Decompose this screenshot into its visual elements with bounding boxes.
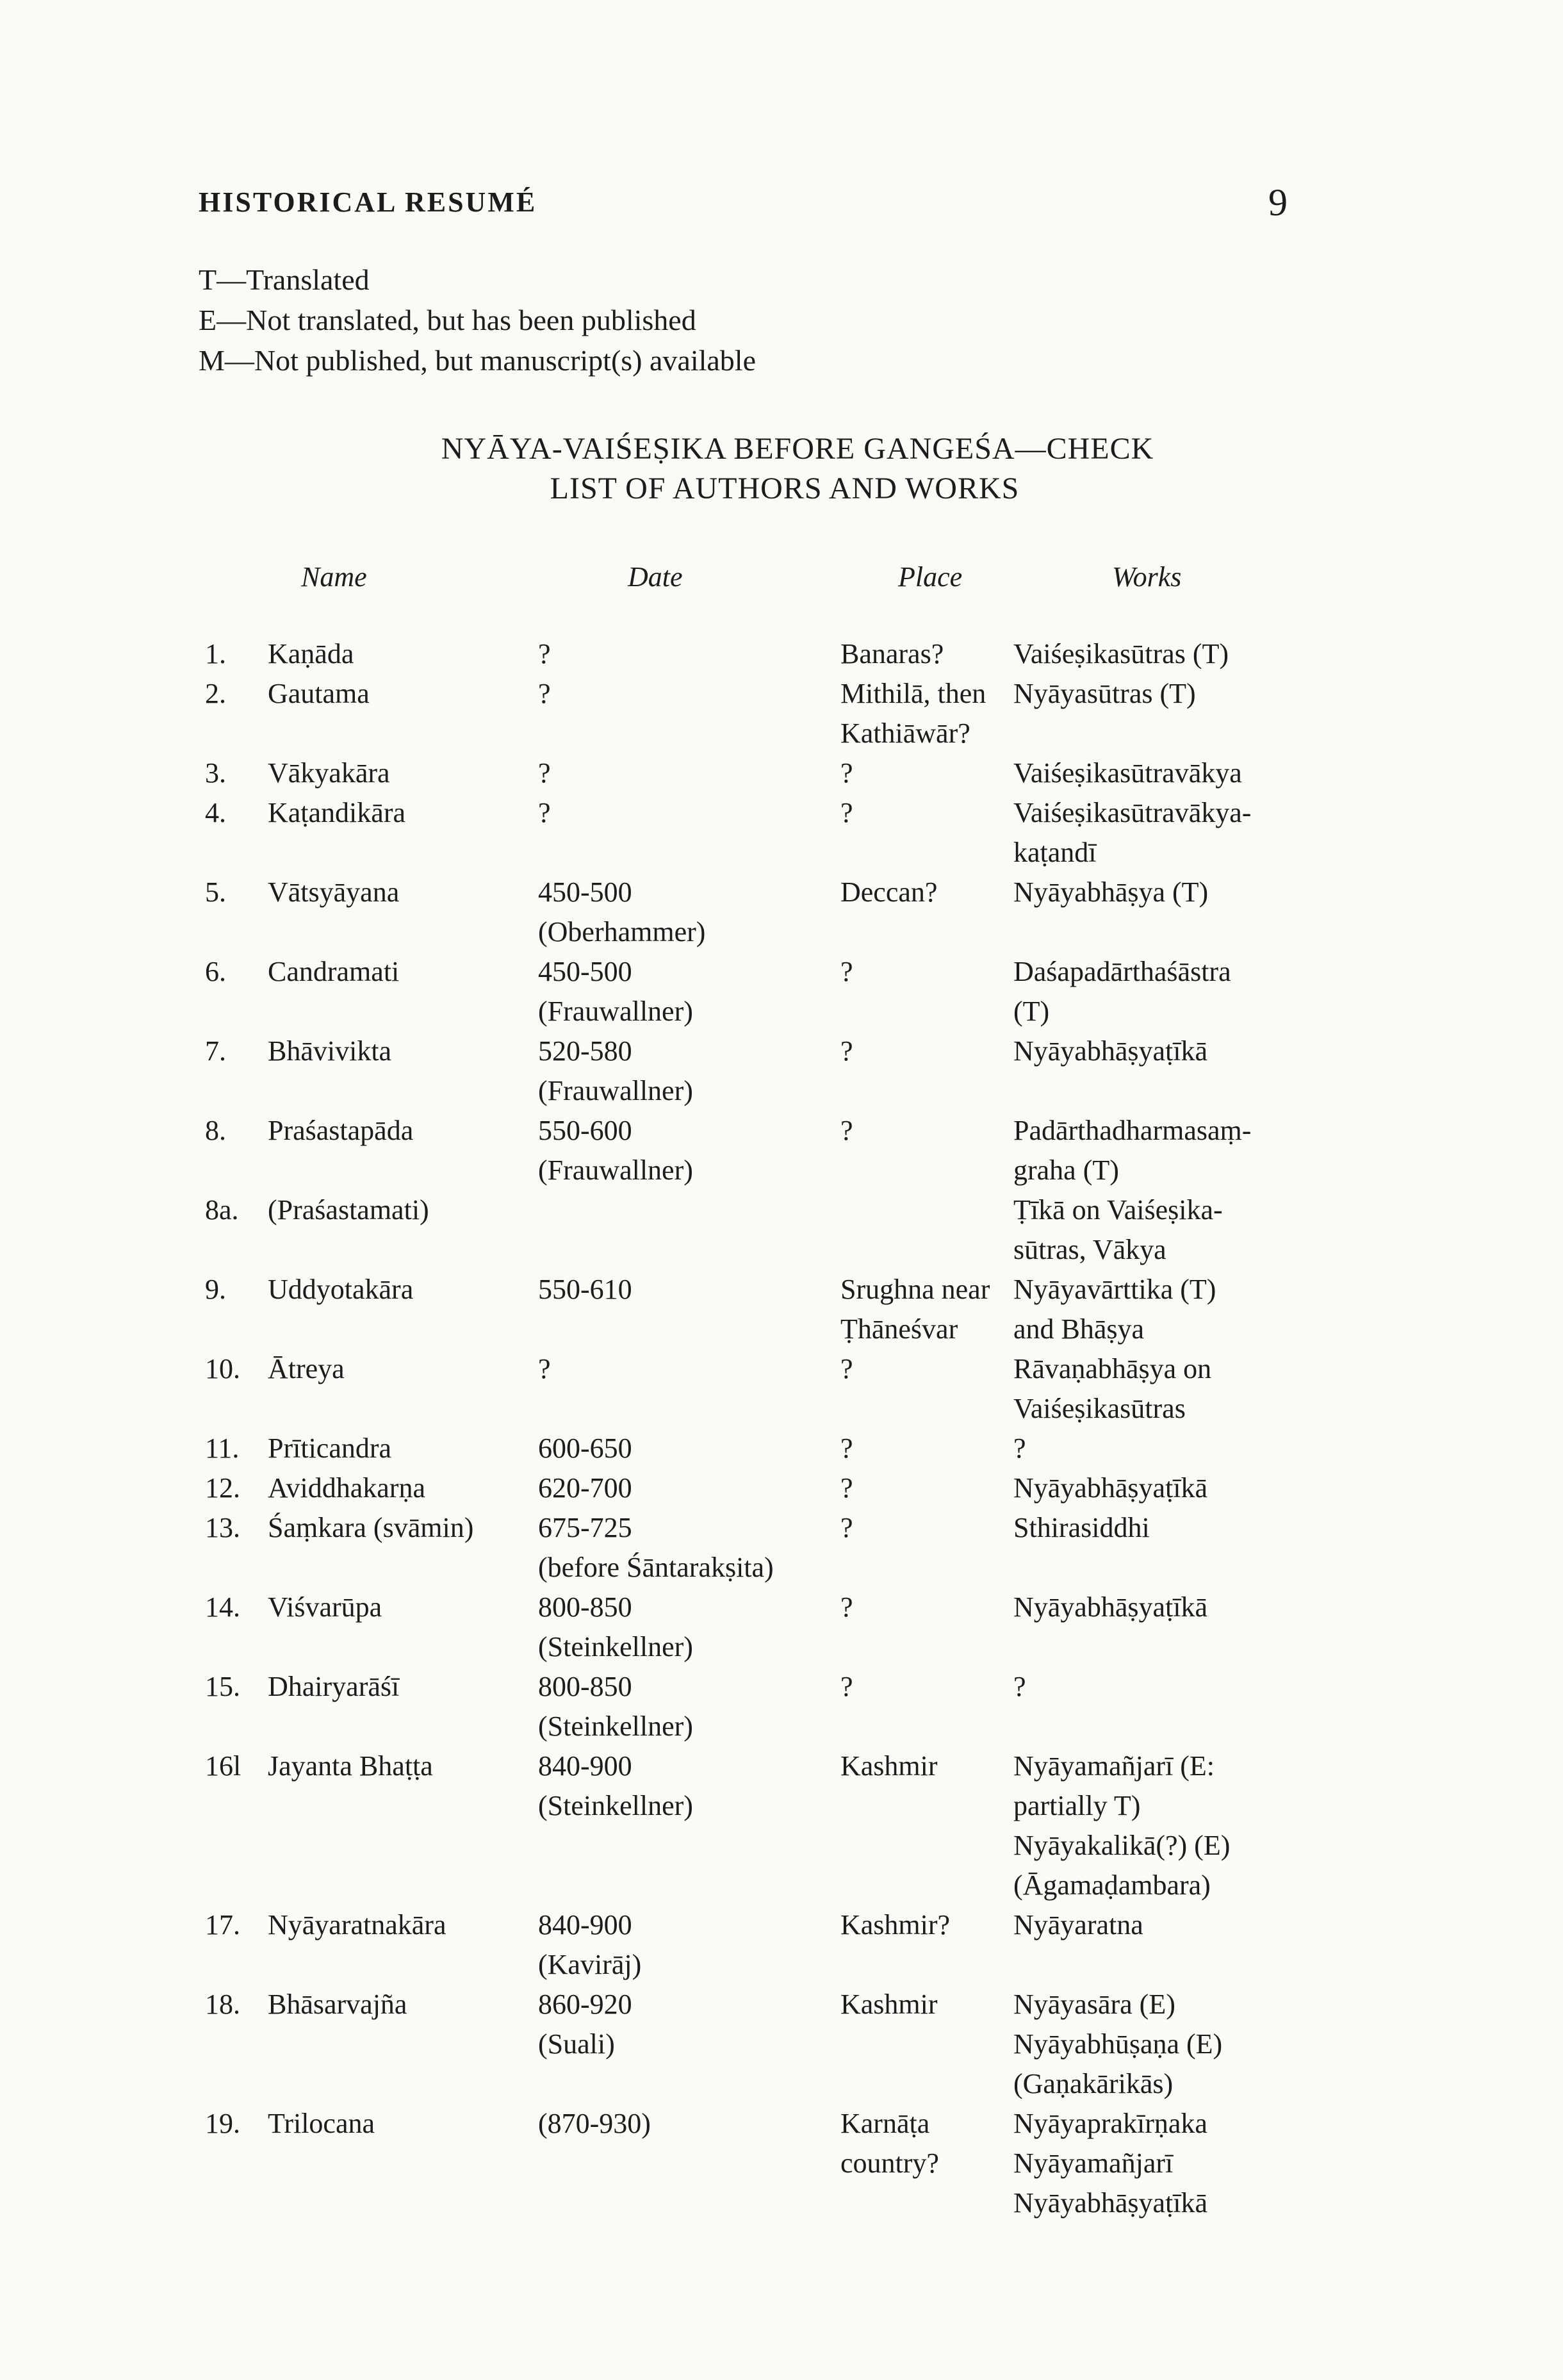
place-line: ? bbox=[840, 1432, 853, 1464]
works-line: Nyāyaratna bbox=[1013, 1909, 1143, 1941]
author-name: Uddyotakāra bbox=[268, 1274, 414, 1305]
place-cell bbox=[840, 1111, 853, 1151]
works-cell bbox=[1013, 1190, 1223, 1270]
works-line: Nyāyasāra (E) bbox=[1013, 1989, 1175, 2020]
place-line: Srughna near bbox=[840, 1274, 990, 1305]
date-line: 550-610 bbox=[538, 1274, 632, 1305]
table-row bbox=[205, 1985, 1307, 2104]
date-cell bbox=[538, 952, 693, 1031]
row-number: 7. bbox=[205, 1035, 226, 1067]
works-cell bbox=[1013, 753, 1242, 793]
date-line: 840-900 bbox=[538, 1909, 632, 1941]
author-name: Kaṭandikāra bbox=[268, 797, 405, 828]
row-number: 8. bbox=[205, 1115, 226, 1146]
author-name: Praśastapāda bbox=[268, 1115, 414, 1146]
place-cell bbox=[840, 1588, 853, 1627]
place-cell bbox=[840, 634, 944, 674]
works-cell bbox=[1013, 1508, 1150, 1548]
place-line: Banaras? bbox=[840, 638, 944, 669]
table-row bbox=[205, 1588, 1307, 1667]
table-title-line-2: LIST OF AUTHORS AND WORKS bbox=[550, 472, 1020, 505]
date-cell bbox=[538, 1588, 693, 1667]
place-cell bbox=[840, 674, 986, 753]
table-row bbox=[205, 1667, 1307, 1746]
place-cell bbox=[840, 1031, 853, 1071]
works-line: Rāvaṇabhāṣya on bbox=[1013, 1353, 1212, 1384]
works-cell bbox=[1013, 1985, 1222, 2104]
date-line: 860-920 bbox=[538, 1989, 632, 2020]
works-cell bbox=[1013, 1349, 1211, 1429]
works-line: Nyāyabhāṣya (T) bbox=[1013, 876, 1209, 908]
works-line: Nyāyasūtras (T) bbox=[1013, 678, 1196, 709]
date-line: 800-850 bbox=[538, 1591, 632, 1623]
date-cell bbox=[538, 1508, 774, 1588]
date-line: 450-500 bbox=[538, 876, 632, 908]
date-line: ? bbox=[538, 678, 551, 709]
works-cell bbox=[1013, 793, 1251, 873]
column-header-date: Date bbox=[628, 561, 683, 593]
works-line: graha (T) bbox=[1013, 1154, 1119, 1186]
place-line: Karnāṭa bbox=[840, 2108, 930, 2139]
row-number: 8a. bbox=[205, 1194, 239, 1226]
author-name: Prīticandra bbox=[268, 1432, 392, 1464]
place-cell bbox=[840, 1508, 853, 1548]
place-cell bbox=[840, 793, 853, 833]
row-number: 5. bbox=[205, 876, 226, 908]
date-cell bbox=[538, 1985, 632, 2064]
author-name: (Praśastamati) bbox=[268, 1194, 429, 1226]
place-line: Kathiāwār? bbox=[840, 718, 970, 749]
works-cell bbox=[1013, 1746, 1230, 1905]
works-cell bbox=[1013, 1905, 1143, 1945]
row-number: 4. bbox=[205, 797, 226, 828]
date-line: ? bbox=[538, 757, 551, 789]
date-line: ? bbox=[538, 638, 551, 669]
legend-item: M—Not published, but manuscript(s) available bbox=[199, 344, 757, 377]
date-line: (Frauwallner) bbox=[538, 1075, 693, 1106]
table-row bbox=[205, 873, 1307, 952]
row-number: 12. bbox=[205, 1472, 240, 1504]
works-line: Sthirasiddhi bbox=[1013, 1512, 1150, 1543]
author-name: Bhāsarvajña bbox=[268, 1989, 407, 2020]
works-cell bbox=[1013, 1588, 1207, 1627]
table-row bbox=[205, 674, 1307, 753]
date-cell bbox=[538, 873, 705, 952]
legend-item: T—Translated bbox=[199, 263, 370, 296]
row-number: 16l bbox=[205, 1750, 241, 1782]
place-line: ? bbox=[840, 1115, 853, 1146]
place-line: ? bbox=[840, 1671, 853, 1702]
place-cell bbox=[840, 1468, 853, 1508]
date-cell bbox=[538, 634, 551, 674]
place-cell bbox=[840, 1349, 853, 1389]
works-cell bbox=[1013, 873, 1208, 912]
author-name: Kaṇāda bbox=[268, 638, 354, 669]
date-line: ? bbox=[538, 1353, 551, 1384]
place-line: ? bbox=[840, 1035, 853, 1067]
place-line: Ṭhāneśvar bbox=[840, 1313, 958, 1345]
works-cell bbox=[1013, 1429, 1026, 1468]
table-row bbox=[205, 2104, 1307, 2223]
date-line: (Oberhammer) bbox=[538, 916, 706, 948]
table-title-line-1: NYĀYA-VAIŚEṢIKA BEFORE GANGEŚA—CHECK bbox=[441, 432, 1154, 466]
works-line: Vaiśeṣikasūtravākya- bbox=[1013, 797, 1252, 828]
works-line: and Bhāṣya bbox=[1013, 1313, 1145, 1345]
works-line: Nyāyabhāṣyaṭīkā bbox=[1013, 1472, 1207, 1504]
works-line: Vaiśeṣikasūtras (T) bbox=[1013, 638, 1229, 669]
place-line: ? bbox=[840, 1512, 853, 1543]
works-line: Ṭīkā on Vaiśeṣika- bbox=[1013, 1194, 1223, 1226]
table-row bbox=[205, 1429, 1307, 1468]
author-name: Śaṃkara (svāmin) bbox=[268, 1512, 474, 1543]
place-line: Kashmir bbox=[840, 1989, 938, 2020]
place-cell bbox=[840, 1270, 990, 1349]
place-line: Kashmir? bbox=[840, 1909, 951, 1941]
date-line: 550-600 bbox=[538, 1115, 632, 1146]
works-cell bbox=[1013, 634, 1229, 674]
running-title: HISTORICAL RESUMÉ bbox=[199, 186, 537, 218]
author-name: Dhairyarāśī bbox=[268, 1671, 400, 1702]
works-cell bbox=[1013, 952, 1231, 1031]
date-line: 675-725 bbox=[538, 1512, 632, 1543]
legend bbox=[199, 259, 756, 381]
place-cell bbox=[840, 1429, 853, 1468]
works-cell bbox=[1013, 674, 1196, 714]
row-number: 3. bbox=[205, 757, 226, 789]
column-header-works: Works bbox=[1112, 561, 1182, 593]
place-line: Deccan? bbox=[840, 876, 938, 908]
author-name: Gautama bbox=[268, 678, 370, 709]
table-row bbox=[205, 1111, 1307, 1190]
author-name: Jayanta Bhaṭṭa bbox=[268, 1750, 433, 1782]
row-number: 18. bbox=[205, 1989, 240, 2020]
date-line: 450-500 bbox=[538, 956, 632, 987]
place-cell bbox=[840, 1746, 938, 1786]
row-number: 17. bbox=[205, 1909, 240, 1941]
date-line: ? bbox=[538, 797, 551, 828]
works-line: Nyāyavārttika (T) bbox=[1013, 1274, 1216, 1305]
works-line: Padārthadharmasaṃ- bbox=[1013, 1115, 1252, 1146]
date-cell bbox=[538, 793, 551, 833]
works-line: Nyāyabhūṣaṇa (E) bbox=[1013, 2028, 1223, 2060]
works-cell bbox=[1013, 2104, 1207, 2223]
author-name: Trilocana bbox=[268, 2108, 375, 2139]
row-number: 10. bbox=[205, 1353, 240, 1384]
author-name: Viśvarūpa bbox=[268, 1591, 382, 1623]
row-number: 9. bbox=[205, 1274, 226, 1305]
place-cell bbox=[840, 873, 937, 912]
date-cell bbox=[538, 753, 551, 793]
place-cell bbox=[840, 952, 853, 992]
works-line: Nyāyabhāṣyaṭīkā bbox=[1013, 2187, 1207, 2219]
row-number: 1. bbox=[205, 638, 226, 669]
table-row bbox=[205, 793, 1307, 873]
works-line: sūtras, Vākya bbox=[1013, 1234, 1166, 1265]
column-header-place: Place bbox=[898, 561, 963, 593]
works-line: Nyāyabhāṣyaṭīkā bbox=[1013, 1591, 1207, 1623]
works-line: Nyāyabhāṣyaṭīkā bbox=[1013, 1035, 1207, 1067]
author-name: Ātreya bbox=[268, 1353, 345, 1384]
date-line: (Steinkellner) bbox=[538, 1790, 693, 1821]
row-number: 13. bbox=[205, 1512, 240, 1543]
works-line: ? bbox=[1013, 1432, 1026, 1464]
date-line: (Steinkellner) bbox=[538, 1711, 693, 1742]
works-line: ? bbox=[1013, 1671, 1026, 1702]
date-cell bbox=[538, 2104, 651, 2144]
page-number: 9 bbox=[1268, 181, 1288, 224]
date-line: (Steinkellner) bbox=[538, 1631, 693, 1662]
legend-item: E—Not translated, but has been published bbox=[199, 304, 696, 336]
place-line: ? bbox=[840, 757, 853, 789]
date-line: 600-650 bbox=[538, 1432, 632, 1464]
works-line: (Āgamaḍambara) bbox=[1013, 1869, 1211, 1901]
table-row bbox=[205, 1270, 1307, 1349]
place-line: ? bbox=[840, 1591, 853, 1623]
table-row bbox=[205, 1031, 1307, 1111]
page-header bbox=[199, 181, 1288, 232]
place-line: ? bbox=[840, 956, 853, 987]
date-line: (Kavirāj) bbox=[538, 1949, 642, 1980]
table-row bbox=[205, 1190, 1307, 1270]
place-cell bbox=[840, 2104, 939, 2183]
date-line: 520-580 bbox=[538, 1035, 632, 1067]
date-line: (870-930) bbox=[538, 2108, 651, 2139]
place-cell bbox=[840, 1905, 950, 1945]
works-line: Nyāyamañjarī (E: bbox=[1013, 1750, 1215, 1782]
works-cell bbox=[1013, 1667, 1026, 1707]
date-line: (before Śāntarakṣita) bbox=[538, 1552, 774, 1583]
table-row bbox=[205, 1508, 1307, 1588]
author-name: Vātsyāyana bbox=[268, 876, 400, 908]
works-cell bbox=[1013, 1031, 1207, 1071]
works-line: Vaiśeṣikasūtravākya bbox=[1013, 757, 1242, 789]
works-line: Vaiśeṣikasūtras bbox=[1013, 1393, 1186, 1424]
table-row bbox=[205, 753, 1307, 793]
author-name: Aviddhakarṇa bbox=[268, 1472, 425, 1504]
date-line: (Frauwallner) bbox=[538, 996, 693, 1027]
date-line: (Frauwallner) bbox=[538, 1154, 693, 1186]
column-header-name: Name bbox=[301, 561, 367, 593]
date-cell bbox=[538, 1468, 632, 1508]
author-name: Vākyakāra bbox=[268, 757, 390, 789]
date-cell bbox=[538, 1429, 632, 1468]
works-line: Daśapadārthaśāstra bbox=[1013, 956, 1231, 987]
date-line: 620-700 bbox=[538, 1472, 632, 1504]
table-row bbox=[205, 634, 1307, 674]
works-cell bbox=[1013, 1111, 1251, 1190]
place-cell bbox=[840, 1667, 853, 1707]
author-name: Nyāyaratnakāra bbox=[268, 1909, 446, 1941]
place-line: Kashmir bbox=[840, 1750, 938, 1782]
row-number: 11. bbox=[205, 1432, 240, 1464]
row-number: 6. bbox=[205, 956, 226, 987]
table-row bbox=[205, 952, 1307, 1031]
works-line: (T) bbox=[1013, 996, 1050, 1027]
place-line: ? bbox=[840, 1353, 853, 1384]
place-cell bbox=[840, 753, 853, 793]
date-cell bbox=[538, 674, 551, 714]
date-cell bbox=[538, 1270, 632, 1309]
works-line: Nyāyaprakīrṇaka bbox=[1013, 2108, 1207, 2139]
date-line: 800-850 bbox=[538, 1671, 632, 1702]
author-name: Candramati bbox=[268, 956, 400, 987]
works-cell bbox=[1013, 1270, 1216, 1349]
place-line: country? bbox=[840, 2147, 939, 2179]
works-line: partially T) bbox=[1013, 1790, 1141, 1821]
works-line: Nyāyamañjarī bbox=[1013, 2147, 1174, 2179]
place-cell bbox=[840, 1985, 938, 2024]
row-number: 19. bbox=[205, 2108, 240, 2139]
authors-table bbox=[205, 634, 1307, 2223]
place-line: ? bbox=[840, 797, 853, 828]
table-row bbox=[205, 1746, 1307, 1905]
date-cell bbox=[538, 1031, 693, 1111]
date-cell bbox=[538, 1746, 693, 1826]
date-line: 840-900 bbox=[538, 1750, 632, 1782]
date-cell bbox=[538, 1667, 693, 1746]
row-number: 14. bbox=[205, 1591, 240, 1623]
table-row bbox=[205, 1349, 1307, 1429]
date-line: (Suali) bbox=[538, 2028, 615, 2060]
author-name: Bhāvivikta bbox=[268, 1035, 392, 1067]
works-line: kaṭandī bbox=[1013, 837, 1097, 868]
works-cell bbox=[1013, 1468, 1207, 1508]
row-number: 2. bbox=[205, 678, 226, 709]
place-line: ? bbox=[840, 1472, 853, 1504]
works-line: (Gaṇakārikās) bbox=[1013, 2068, 1174, 2099]
table-row bbox=[205, 1468, 1307, 1508]
place-line: Mithilā, then bbox=[840, 678, 986, 709]
works-line: Nyāyakalikā(?) (E) bbox=[1013, 1830, 1231, 1861]
date-cell bbox=[538, 1349, 551, 1389]
date-cell bbox=[538, 1905, 641, 1985]
table-row bbox=[205, 1905, 1307, 1985]
row-number: 15. bbox=[205, 1671, 240, 1702]
date-cell bbox=[538, 1111, 693, 1190]
